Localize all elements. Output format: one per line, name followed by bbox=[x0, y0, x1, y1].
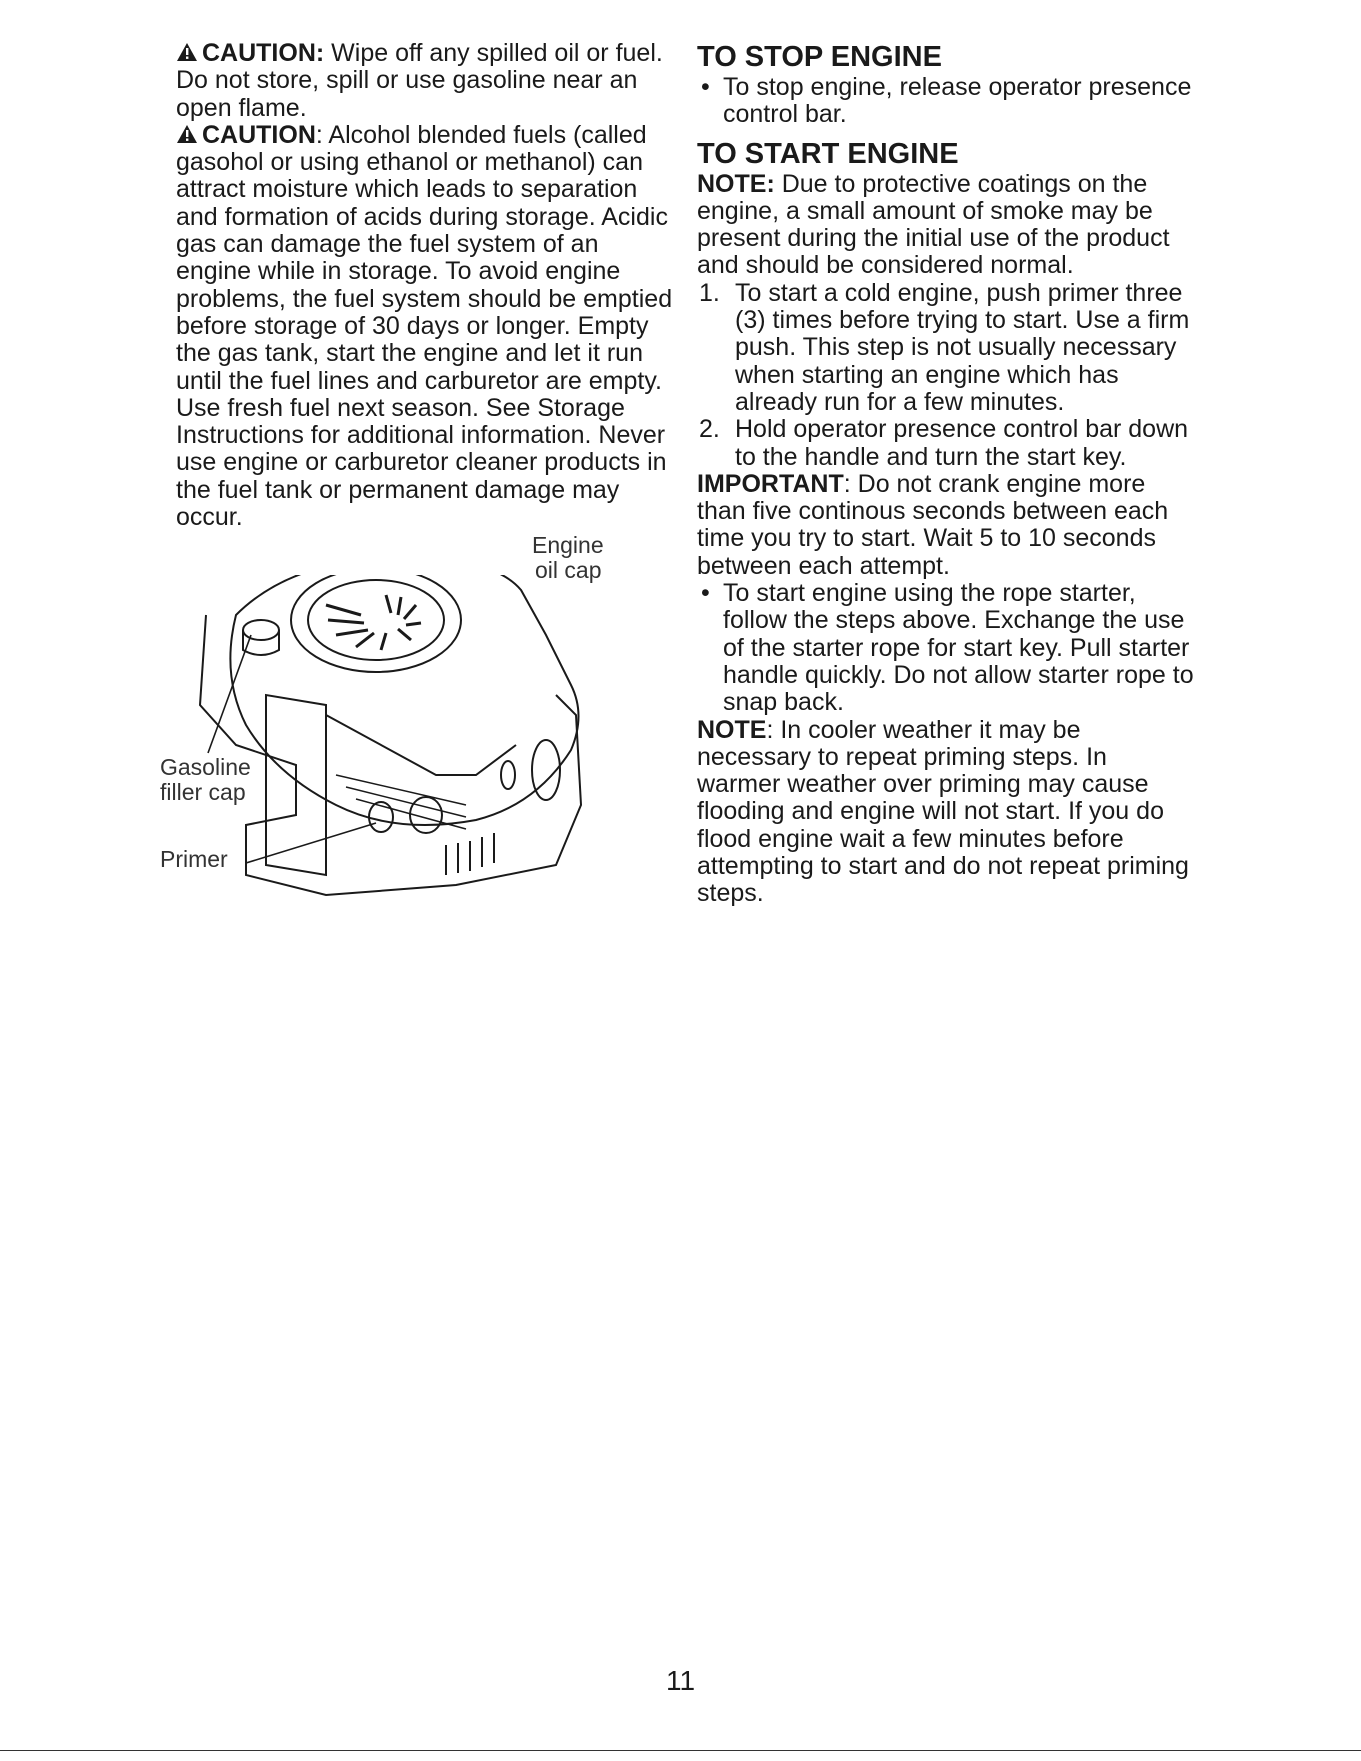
note-label: NOTE bbox=[697, 715, 767, 744]
important-label: IMPORTANT bbox=[697, 469, 844, 498]
list-item-text: To start engine using the rope starter, follow the steps above. Exchange the use of the starter rope for start key. Pull starter handle quickly. Do not allow starter rope to snap back. bbox=[723, 579, 1194, 717]
note-smoke bbox=[697, 171, 1197, 280]
warning-triangle-icon bbox=[176, 42, 198, 62]
label-line: Gasoline bbox=[160, 754, 251, 780]
list-item bbox=[697, 74, 1197, 129]
engine-oil-cap-label bbox=[532, 533, 604, 583]
label-line: oil cap bbox=[535, 557, 602, 583]
engine-diagram bbox=[160, 532, 676, 975]
list-item bbox=[697, 580, 1197, 716]
note-text: Due to protective coatings on the engine, a small amount of smoke may be present during the initial use of the product and should be considered normal. bbox=[697, 169, 1170, 280]
caution-text: : Alcohol blended fuels (called gasohol or using ethanol or methanol) can attract moisture which leads to separation and formation of acids during storage. Acidic gas can damage the fuel system of an engine while in storage. To avoid engine problems, the fuel system should be emptied before storage of 30 days or longer. Empty the gas tank, start the engine and let it run until the fuel lines and carburetor are empty. Use fresh fuel next season. See Storage Instructions for additional information. Never use engine or carburetor cleaner products in the fuel tank or permanent damage may occur. bbox=[176, 120, 673, 532]
step-number: 2. bbox=[699, 415, 720, 444]
page-number: 11 bbox=[665, 1665, 696, 1696]
stop-engine-heading: TO STOP ENGINE bbox=[697, 41, 942, 73]
step-text: Hold operator presence control bar down to the handle and turn the start key. bbox=[735, 415, 1189, 471]
step-number: 1. bbox=[699, 278, 720, 307]
caution-text: Wipe off any spilled oil or fuel. Do not store, spill or use gasoline near an open flame. bbox=[176, 39, 663, 122]
note-text: : In cooler weather it may be necessary to repeat priming steps. In warmer weather over priming may cause flooding and engine will not start. If you do flood engine wait a few minutes before attempting to start and do not repeat priming steps. bbox=[697, 715, 1189, 908]
list-item bbox=[697, 280, 1197, 416]
right-column bbox=[697, 40, 1197, 908]
primer-label: Primer bbox=[160, 846, 228, 872]
note-label: NOTE: bbox=[697, 169, 775, 198]
list-item-text: To stop engine, release operator presence control bar. bbox=[723, 73, 1192, 129]
important-text: : Do not crank engine more than five continous seconds between each time you try to start. Wait 5 to 10 seconds between each attempt. bbox=[697, 469, 1169, 580]
caution-label: CAUTION: bbox=[202, 39, 325, 67]
bullet-icon: • bbox=[701, 73, 710, 101]
label-line: filler cap bbox=[160, 779, 246, 805]
caution-spilled-fuel bbox=[176, 40, 676, 122]
start-engine-heading: TO START ENGINE bbox=[697, 137, 959, 170]
list-item bbox=[697, 416, 1197, 471]
note-cooler-weather bbox=[697, 717, 1197, 908]
warning-triangle-icon bbox=[176, 124, 198, 144]
footer-rule bbox=[0, 1750, 1361, 1751]
engine-illustration bbox=[176, 575, 676, 975]
bullet-icon: • bbox=[701, 579, 710, 608]
step-text: To start a cold engine, push primer three (3) times before trying to start. Use a firm push. This step is not usually necessary when starting an engine which has already run for a few minutes. bbox=[735, 278, 1190, 416]
important-crank-notice bbox=[697, 471, 1197, 580]
caution-label: CAUTION bbox=[202, 120, 316, 149]
left-column bbox=[176, 40, 676, 531]
caution-alcohol-fuels bbox=[176, 122, 676, 531]
label-line: Engine bbox=[532, 532, 604, 558]
gasoline-filler-cap-label bbox=[160, 755, 251, 805]
